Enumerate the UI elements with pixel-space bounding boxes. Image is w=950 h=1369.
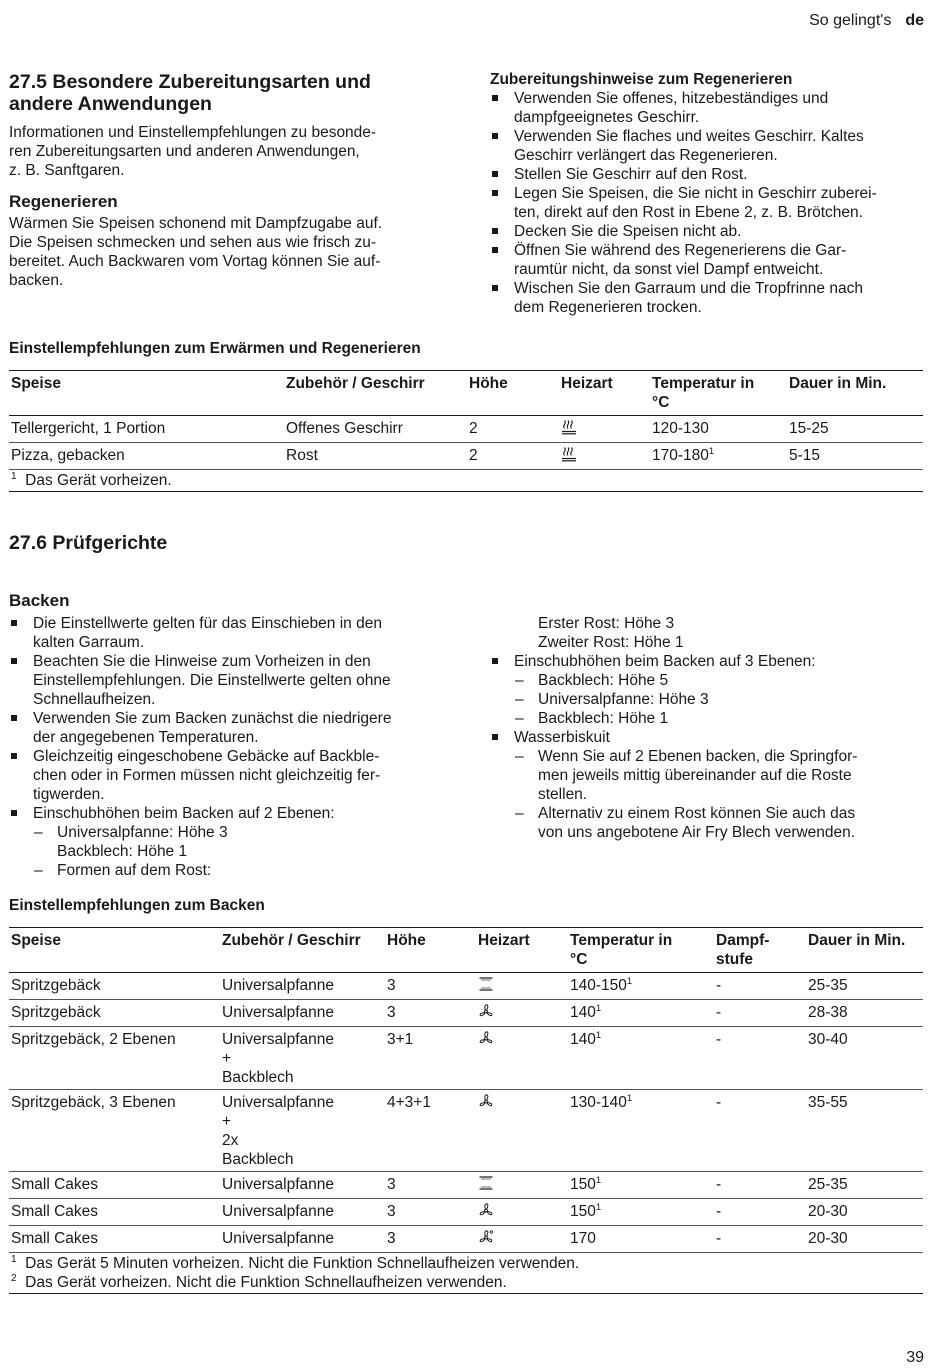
footnote-ref: 1 <box>595 1174 602 1186</box>
table-row <box>9 1199 923 1226</box>
table-row <box>9 1000 923 1027</box>
cell-temperatur: 170 <box>570 1230 596 1247</box>
intro-paragraph <box>9 123 449 180</box>
col-zubehoer: Zubehör / Geschirr <box>286 375 425 392</box>
col-dauer: Dauer in Min. <box>789 375 887 392</box>
title-line: andere Anwendungen <box>9 93 212 115</box>
text-line: Backblech: Höhe 1 <box>538 710 669 727</box>
cell-dampfstufe: - <box>716 1031 722 1048</box>
text-line: Alternativ zu einem Rost können Sie auch das <box>538 805 856 822</box>
regen-heading: Regenerieren <box>9 192 118 211</box>
text-line: Einstellempfehlungen. Die Einstellwerte gelten ohne <box>33 672 391 689</box>
cell-dampfstufe: - <box>716 977 722 994</box>
list-item <box>9 709 449 747</box>
text-line: men jeweils mittig übereinander auf die Roste <box>538 767 852 784</box>
text-line: Legen Sie Speisen, die Sie nicht in Geschirr zuberei- <box>514 185 877 202</box>
col-hoehe: Höhe <box>387 932 426 949</box>
page-number: 39 <box>906 1349 924 1366</box>
text-line: Verwenden Sie zum Backen zunächst die niedrigere <box>33 710 392 727</box>
hot-air-icon <box>478 1202 494 1223</box>
col-heizart: Heizart <box>561 375 613 392</box>
list-item <box>490 804 930 842</box>
section-title-27-5 <box>9 71 449 115</box>
text-line: dem Regenerieren trocken. <box>514 299 702 316</box>
section-title-27-6: 27.6 Prüfgerichte <box>9 532 168 554</box>
footnote-ref: 1 <box>708 445 715 457</box>
cell-hoehe: 3+1 <box>387 1031 414 1048</box>
table-row <box>9 443 923 470</box>
header-section: So gelingt's <box>809 12 892 29</box>
cell-heizart <box>476 1027 568 1090</box>
cell-zubehoer: Universalpfanne <box>222 1230 335 1247</box>
text-line: Beachten Sie die Hinweise zum Vorheizen in den <box>33 653 371 670</box>
footnote-ref: 1 <box>595 1029 602 1041</box>
table2-title: Einstellempfehlungen zum Backen <box>9 897 265 914</box>
col-dampfstufe <box>714 928 806 973</box>
footnote-ref: 1 <box>595 1002 602 1014</box>
text-line: Gleichzeitig eingeschobene Gebäcke auf Backble- <box>33 748 380 765</box>
table-row <box>9 1226 923 1253</box>
list-item <box>490 728 930 747</box>
text-line: Verwenden Sie flaches und weites Geschirr. Kaltes <box>514 128 864 145</box>
hot-air-icon <box>478 1030 494 1051</box>
hot-air-icon <box>478 1003 494 1024</box>
text-line: Wischen Sie den Garraum und die Tropfrinne nach <box>514 280 863 297</box>
footnote: $^2$ Das Gerät vorheizen. Nicht die Funktion Schnellaufheizen verwenden. <box>11 1272 507 1291</box>
dampf-label-2: stufe <box>716 951 754 968</box>
cell-speise: Tellergericht, 1 Portion <box>11 420 166 437</box>
cell-hoehe: 3 <box>387 1176 396 1193</box>
cell-zubehoer: Rost <box>286 447 318 464</box>
cell-speise: Small Cakes <box>11 1203 98 1220</box>
cell-hoehe: 3 <box>387 977 396 994</box>
col-zubehoer: Zubehör / Geschirr <box>222 932 361 949</box>
table1-title: Einstellempfehlungen zum Erwärmen und Regenerieren <box>9 340 421 357</box>
footnote-ref: 1 <box>595 1201 602 1213</box>
backen-list-right <box>490 614 930 842</box>
cell-hoehe: 3 <box>387 1230 396 1247</box>
text-line: Backblech: Höhe 1 <box>57 843 188 860</box>
col-speise: Speise <box>11 375 61 392</box>
text-line: Universalpfanne: Höhe 3 <box>538 691 709 708</box>
text-line: Wasserbiskuit <box>514 729 610 746</box>
cell-hoehe: 4+3+1 <box>387 1094 431 1111</box>
cell-zubehoer: Universalpfanne <box>222 1176 335 1193</box>
footnote: $^1$ Das Gerät 5 Minuten vorheizen. Nicht die Funktion Schnellaufheizen verwenden. <box>11 1253 580 1272</box>
list-item <box>490 165 930 184</box>
text-line: bereitet. Auch Backwaren vom Vortag können Sie auf- <box>9 253 381 270</box>
cell-temperatur: 120-130 <box>652 420 709 437</box>
cell-dampfstufe: - <box>716 1230 722 1247</box>
text-line: Decken Sie die Speisen nicht ab. <box>514 223 742 240</box>
cell-hoehe: 2 <box>469 420 478 437</box>
text-line: ten, direkt auf den Rost in Ebene 2, z. B. Brötchen. <box>514 204 863 221</box>
text-line: von uns angebotene Air Fry Blech verwenden. <box>538 824 856 841</box>
cell-dauer: 15-25 <box>789 420 829 437</box>
cell-hoehe: 3 <box>387 1004 396 1021</box>
list-item <box>490 127 930 165</box>
footnote: $^1$ Das Gerät vorheizen. <box>11 470 172 489</box>
text-line: Erster Rost: Höhe 3 <box>538 615 675 632</box>
section-27-5 <box>9 71 449 290</box>
hot-air-icon <box>478 1093 494 1114</box>
cell-speise: Spritzgebäck, 2 Ebenen <box>11 1031 176 1048</box>
col-dauer: Dauer in Min. <box>808 932 906 949</box>
table-row <box>9 973 923 1000</box>
backen-list-left <box>9 614 449 880</box>
text-line: Stellen Sie Geschirr auf den Rost. <box>514 166 748 183</box>
cell-zubehoer: Universalpfanne <box>222 977 335 994</box>
text-line: backen. <box>9 272 64 289</box>
cell-heizart <box>476 1090 568 1172</box>
regen-hints <box>490 70 930 317</box>
regen-paragraph <box>9 214 449 290</box>
footnote-row <box>9 1253 923 1294</box>
cell-heizart <box>476 1199 568 1226</box>
text-line: Universalpfanne: Höhe 3 <box>57 824 228 841</box>
cell-hoehe: 3 <box>387 1203 396 1220</box>
table-row <box>9 416 923 443</box>
text-line: stellen. <box>538 786 588 803</box>
text-line: chen oder in Formen müssen nicht gleichzeitig fer- <box>33 767 381 784</box>
text-line: Informationen und Einstellempfehlungen zu besonde- <box>9 124 377 141</box>
text-line: Wenn Sie auf 2 Ebenen backen, die Springfor- <box>538 748 858 765</box>
text-line: Verwenden Sie offenes, hitzebeständiges und <box>514 90 829 107</box>
cell-speise: Spritzgebäck <box>11 977 101 994</box>
footnote-row <box>9 470 923 492</box>
cell-temperatur: $150^1$ <box>570 1201 602 1220</box>
table-header-row <box>9 371 923 416</box>
list-item <box>9 823 449 861</box>
cell-dauer: 5-15 <box>789 447 821 464</box>
cell-dauer: 25-35 <box>808 977 848 994</box>
list-item <box>490 279 930 317</box>
text-line: Öffnen Sie während des Regenerierens die Gar- <box>514 242 847 259</box>
table-header-row <box>9 928 923 973</box>
temp-unit: °C <box>652 394 670 411</box>
list-item <box>9 861 449 880</box>
cell-zubehoer: Offenes Geschirr <box>286 420 403 437</box>
list-item <box>9 614 449 652</box>
cell-zubehoer: Universalpfanne + Backblech <box>222 1031 335 1086</box>
cell-speise: Spritzgebäck, 3 Ebenen <box>11 1094 176 1111</box>
text-line: z. B. Sanftgaren. <box>9 162 125 179</box>
col-heizart: Heizart <box>478 932 530 949</box>
cell-dauer: 35-55 <box>808 1094 848 1111</box>
list-item <box>490 614 930 652</box>
cell-heizart <box>476 1226 568 1253</box>
hints-list <box>490 89 930 317</box>
col-hoehe: Höhe <box>469 375 508 392</box>
list-item <box>490 89 930 127</box>
temp-unit: °C <box>570 951 588 968</box>
cell-temperatur: $170-180^1$ <box>652 445 715 464</box>
text-line: Einschubhöhen beim Backen auf 2 Ebenen: <box>33 805 335 822</box>
title-line: 27.5 Besondere Zubereitungsarten und <box>9 71 371 93</box>
text-line: Schnellaufheizen. <box>33 691 156 708</box>
cell-temperatur: $140^1$ <box>570 1029 602 1048</box>
cell-temperatur: $130-140^1$ <box>570 1092 633 1111</box>
cell-speise: Small Cakes <box>11 1230 98 1247</box>
cell-temperatur: $150^1$ <box>570 1174 602 1193</box>
cell-heizart <box>476 1172 568 1199</box>
col-speise: Speise <box>11 932 61 949</box>
cell-hoehe: 2 <box>469 447 478 464</box>
text-line: kalten Garraum. <box>33 634 145 651</box>
list-item <box>490 709 930 728</box>
cell-heizart <box>476 1000 568 1027</box>
cell-dauer: 28-38 <box>808 1004 848 1021</box>
list-item <box>490 690 930 709</box>
cell-heizart <box>476 973 568 1000</box>
footnotes <box>9 1253 923 1294</box>
cell-heizart <box>559 416 650 443</box>
text-line: raumtür nicht, da sonst viel Dampf entweicht. <box>514 261 824 278</box>
list-item <box>9 652 449 709</box>
steam-heat-icon <box>561 446 577 467</box>
col-temperatur <box>650 371 787 416</box>
top-bottom-heat-icon <box>478 1175 494 1196</box>
cell-heizart <box>559 443 650 470</box>
cell-zubehoer: Universalpfanne + 2x Backblech <box>222 1094 335 1168</box>
cell-speise: Spritzgebäck <box>11 1004 101 1021</box>
cell-zubehoer: Universalpfanne <box>222 1004 335 1021</box>
cell-speise: Small Cakes <box>11 1176 98 1193</box>
text-line: dampfgeeignetes Geschirr. <box>514 109 700 126</box>
list-item <box>490 652 930 671</box>
running-header <box>809 12 924 30</box>
text-line: der angegebenen Temperaturen. <box>33 729 259 746</box>
table-row <box>9 1090 923 1172</box>
cell-zubehoer: Universalpfanne <box>222 1203 335 1220</box>
cell-dampfstufe: - <box>716 1004 722 1021</box>
list-item <box>490 241 930 279</box>
text-line: ren Zubereitungsarten und anderen Anwendungen, <box>9 143 360 160</box>
footnote-ref: 1 <box>626 1092 633 1104</box>
temp-label: Temperatur in <box>570 932 673 949</box>
cell-dauer: 20-30 <box>808 1203 848 1220</box>
cell-dampfstufe: - <box>716 1176 722 1193</box>
dampf-label: Dampf- <box>716 932 770 949</box>
text-line: Wärmen Sie Speisen schonend mit Dampfzugabe auf. <box>9 215 383 232</box>
text-line: Die Speisen schmecken und sehen aus wie frisch zu- <box>9 234 377 251</box>
cell-speise: Pizza, gebacken <box>11 447 125 464</box>
hot-air-eco-icon <box>478 1229 494 1250</box>
col-temperatur <box>568 928 714 973</box>
text-line: Geschirr verlängert das Regenerieren. <box>514 147 778 164</box>
text-line: Zweiter Rost: Höhe 1 <box>538 634 684 651</box>
hints-heading: Zubereitungshinweise zum Regenerieren <box>490 71 793 88</box>
table-row <box>9 1172 923 1199</box>
table-regenerieren <box>9 370 923 492</box>
list-item <box>9 804 449 823</box>
text-line: Einschubhöhen beim Backen auf 3 Ebenen: <box>514 653 816 670</box>
cell-dauer: 20-30 <box>808 1230 848 1247</box>
list-item <box>490 184 930 222</box>
header-lang: de <box>905 12 924 29</box>
top-bottom-heat-icon <box>478 976 494 997</box>
cell-temperatur: $140^1$ <box>570 1002 602 1021</box>
cell-dampfstufe: - <box>716 1203 722 1220</box>
table-backen <box>9 927 923 1294</box>
cell-dampfstufe: - <box>716 1094 722 1111</box>
table-row <box>9 1027 923 1090</box>
temp-label: Temperatur in <box>652 375 755 392</box>
list-item <box>490 222 930 241</box>
cell-temperatur: $140-150^1$ <box>570 975 633 994</box>
list-item <box>9 747 449 804</box>
list-item <box>490 671 930 690</box>
text-line: tigwerden. <box>33 786 105 803</box>
text-line: Die Einstellwerte gelten für das Einschieben in den <box>33 615 382 632</box>
backen-heading: Backen <box>9 591 70 610</box>
cell-dauer: 30-40 <box>808 1031 848 1048</box>
footnote-ref: 1 <box>626 975 633 987</box>
list-item <box>490 747 930 804</box>
cell-dauer: 25-35 <box>808 1176 848 1193</box>
text-line: Formen auf dem Rost: <box>57 862 212 879</box>
text-line: Backblech: Höhe 5 <box>538 672 669 689</box>
steam-heat-icon <box>561 419 577 440</box>
